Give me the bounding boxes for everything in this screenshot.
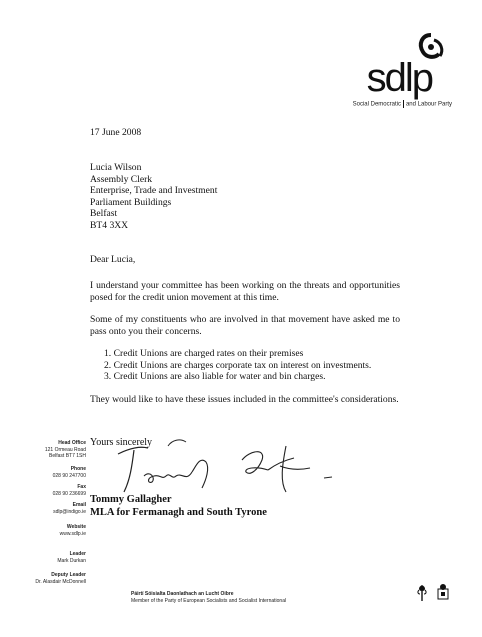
footer-membership: Member of the Party of European Socialists and Socialist International [131,598,287,604]
footer-irish-name: Páirtí Sóisialta Daonlathach an Lucht Oibre [131,591,234,597]
list-item: 1. Credit Unions are charged rates on their premises [104,348,304,359]
recipient-line: Enterprise, Trade and Investment [90,185,218,196]
logo-tagline [353,100,452,108]
head-office-line1: 121 Ormeau Road [44,446,86,453]
head-office-label: Head Office [58,440,86,446]
paragraph-1: I understand your committee has been working on the threats and opportunities posed for the credit union movement at this time. [90,280,400,303]
recipient-line: Assembly Clerk [90,173,153,185]
recipient-line: BT4 3XX [90,219,129,231]
paragraph-2: Some of my constituents who are involved in that movement have asked me to pass onto you their concerns. [90,314,400,337]
logo-tagline-left: Social Democratic [352,101,401,108]
leader-value: Mark Durkan [57,557,86,564]
paragraph-3: They would like to have these issues included in the committee's considerations. [90,394,399,405]
email-label: Email [72,502,86,508]
head-office-line2: Belfast BT7 1SH [49,453,86,459]
email-block [20,502,86,515]
letter-date: 17 June 2008 [90,127,142,138]
phone-label: Phone [70,466,86,472]
list-item: 2. Credit Unions are charges corporate tax on interest on investments. [104,359,372,371]
salutation: Dear Lucia, [90,254,136,265]
signer-name: Tommy Gallagher [90,494,172,505]
deputy-leader-value: Dr. Alasdair McDonnell [35,578,86,585]
leader-label: Leader [69,551,86,557]
fax-label: Fax [77,484,86,490]
recipient-line: Parliament Buildings [90,196,172,208]
website-value: www.sdlp.ie [59,530,86,537]
website-label: Website [66,524,86,530]
phone-value: 028 90 247700 [52,472,86,479]
signer-title: MLA for Fermanagh and South Tyrone [90,507,267,518]
deputy-leader-block [4,572,86,585]
logo-tagline-right: and Labour Party [405,101,452,108]
phone-block [20,466,86,479]
affiliation-emblems-icon [416,582,456,604]
head-office-block [20,440,86,460]
website-block [20,524,86,537]
recipient-address [90,162,400,231]
list-item: 3. Credit Unions are also liable for water and bin charges. [104,371,326,382]
fax-value: 028 90 236699 [52,490,86,497]
fax-block [20,484,86,497]
footer [131,591,286,605]
tagline-divider [403,100,404,108]
recipient-line: Belfast [90,208,118,219]
email-value: sdlp@indigo.ie [53,508,86,515]
logo-wordmark: sdlp [366,56,432,100]
leader-block [20,551,86,564]
concerns-list [104,348,404,383]
closing: Yours sincerely [90,437,153,448]
sdlp-logo [332,32,452,112]
recipient-line: Lucia Wilson [90,162,142,173]
deputy-leader-label: Deputy Leader [51,572,86,578]
